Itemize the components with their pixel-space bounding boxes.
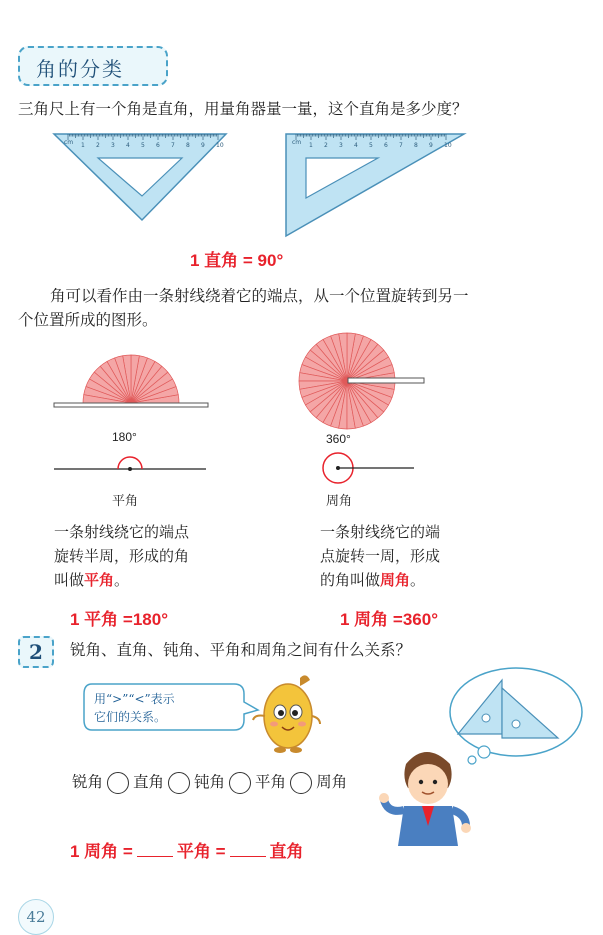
compare-circle-3[interactable] (229, 772, 251, 794)
ruler-tick-label: 4 (126, 142, 130, 149)
ruler-tick-label: 3 (339, 142, 343, 149)
straight-desc-line2: 旋转半周，形成的角 (54, 547, 190, 565)
ruler-tick-label: 7 (171, 142, 175, 149)
straight-term: 平角 (84, 572, 115, 589)
hint-text (94, 690, 175, 726)
round-desc-line2: 点旋转一周，形成 (320, 547, 441, 565)
rotation-text-line2: 个位置所成的图形。 (18, 311, 158, 329)
straight-angle-degree: 180° (112, 430, 137, 444)
blank-eq-part2: 平角 = (176, 842, 226, 861)
ruler-tick-label: 2 (324, 142, 328, 149)
blank-equation (70, 837, 304, 862)
straight-angle-diagram (50, 452, 210, 476)
straight-angle-fan (52, 340, 212, 410)
term-acute: 锐角 (72, 773, 104, 791)
set-square-right (282, 128, 468, 240)
compare-circle-4[interactable] (290, 772, 312, 794)
set-square-left (50, 128, 230, 224)
right-angle-equation: 1 直角 = 90° (190, 251, 284, 270)
round-term: 周角 (380, 572, 411, 589)
round-angle-diagram (318, 450, 418, 486)
ruler-tick-label: 5 (369, 142, 373, 149)
rotation-text-line1: 角可以看作由一条射线绕着它的端点，从一个位置旋转到另一 (50, 287, 469, 305)
term-obtuse: 钝角 (194, 773, 226, 791)
blank-eq-part1: 1 周角 = (70, 842, 133, 861)
ruler-tick-label: 6 (384, 142, 388, 149)
straight-desc-line3: 叫做平角。 (54, 571, 130, 589)
straight-desc (54, 520, 189, 593)
ruler-tick-label: 4 (354, 142, 358, 149)
ruler-tick-label: 1 (309, 142, 313, 149)
round-desc-line1: 一条射线绕它的端 (320, 523, 441, 541)
ruler-tick-label: 7 (399, 142, 403, 149)
round-angle-fan (296, 330, 430, 434)
round-angle-degree: 360° (326, 432, 351, 446)
boy-illustration (376, 740, 476, 848)
hint-line2: 它们的关系。 (94, 710, 167, 724)
ruler-tick-label: 6 (156, 142, 160, 149)
ruler-tick-label: 3 (111, 142, 115, 149)
blank-1[interactable] (137, 856, 173, 857)
comparison-row (72, 770, 347, 794)
straight-desc-line1: 一条射线绕它的端点 (54, 523, 190, 541)
question-2-text: 锐角、直角、钝角、平角和周角之间有什么关系？ (70, 641, 412, 659)
compare-circle-2[interactable] (168, 772, 190, 794)
ruler-tick-label: 8 (414, 142, 418, 149)
ruler-unit-left: cm (64, 139, 74, 146)
page-number: 42 (18, 899, 54, 935)
ruler-tick-label: 9 (201, 142, 205, 149)
round-angle-name: 周角 (326, 494, 353, 509)
straight-angle-equation: 1 平角 =180° (70, 610, 168, 629)
round-angle-equation: 1 周角 =360° (340, 610, 438, 629)
question-2-badge: 2 (18, 636, 54, 668)
ruler-tick-label: 2 (96, 142, 100, 149)
ruler-tick-label: 10 (216, 142, 224, 149)
question-1-text: 三角尺上有一个角是直角，用量角器量一量，这个直角是多少度？ (18, 100, 468, 118)
ruler-tick-label: 5 (141, 142, 145, 149)
ruler-tick-label: 10 (444, 142, 452, 149)
hint-line1: 用“>”“<”表示 (94, 692, 175, 706)
ruler-tick-label: 1 (81, 142, 85, 149)
ruler-tick-label: 8 (186, 142, 190, 149)
term-straight: 平角 (255, 773, 287, 791)
straight-angle-name: 平角 (112, 494, 139, 509)
potato-mascot (250, 672, 322, 754)
term-right: 直角 (133, 773, 165, 791)
ruler-tick-label: 9 (429, 142, 433, 149)
round-desc (320, 520, 440, 593)
compare-circle-1[interactable] (107, 772, 129, 794)
section-title: 角的分类 (36, 57, 124, 81)
term-round: 周角 (316, 773, 348, 791)
ruler-unit-right: cm (292, 139, 302, 146)
blank-2[interactable] (230, 856, 266, 857)
blank-eq-part3: 直角 (269, 842, 304, 861)
round-desc-line3: 的角叫做周角。 (320, 571, 426, 589)
